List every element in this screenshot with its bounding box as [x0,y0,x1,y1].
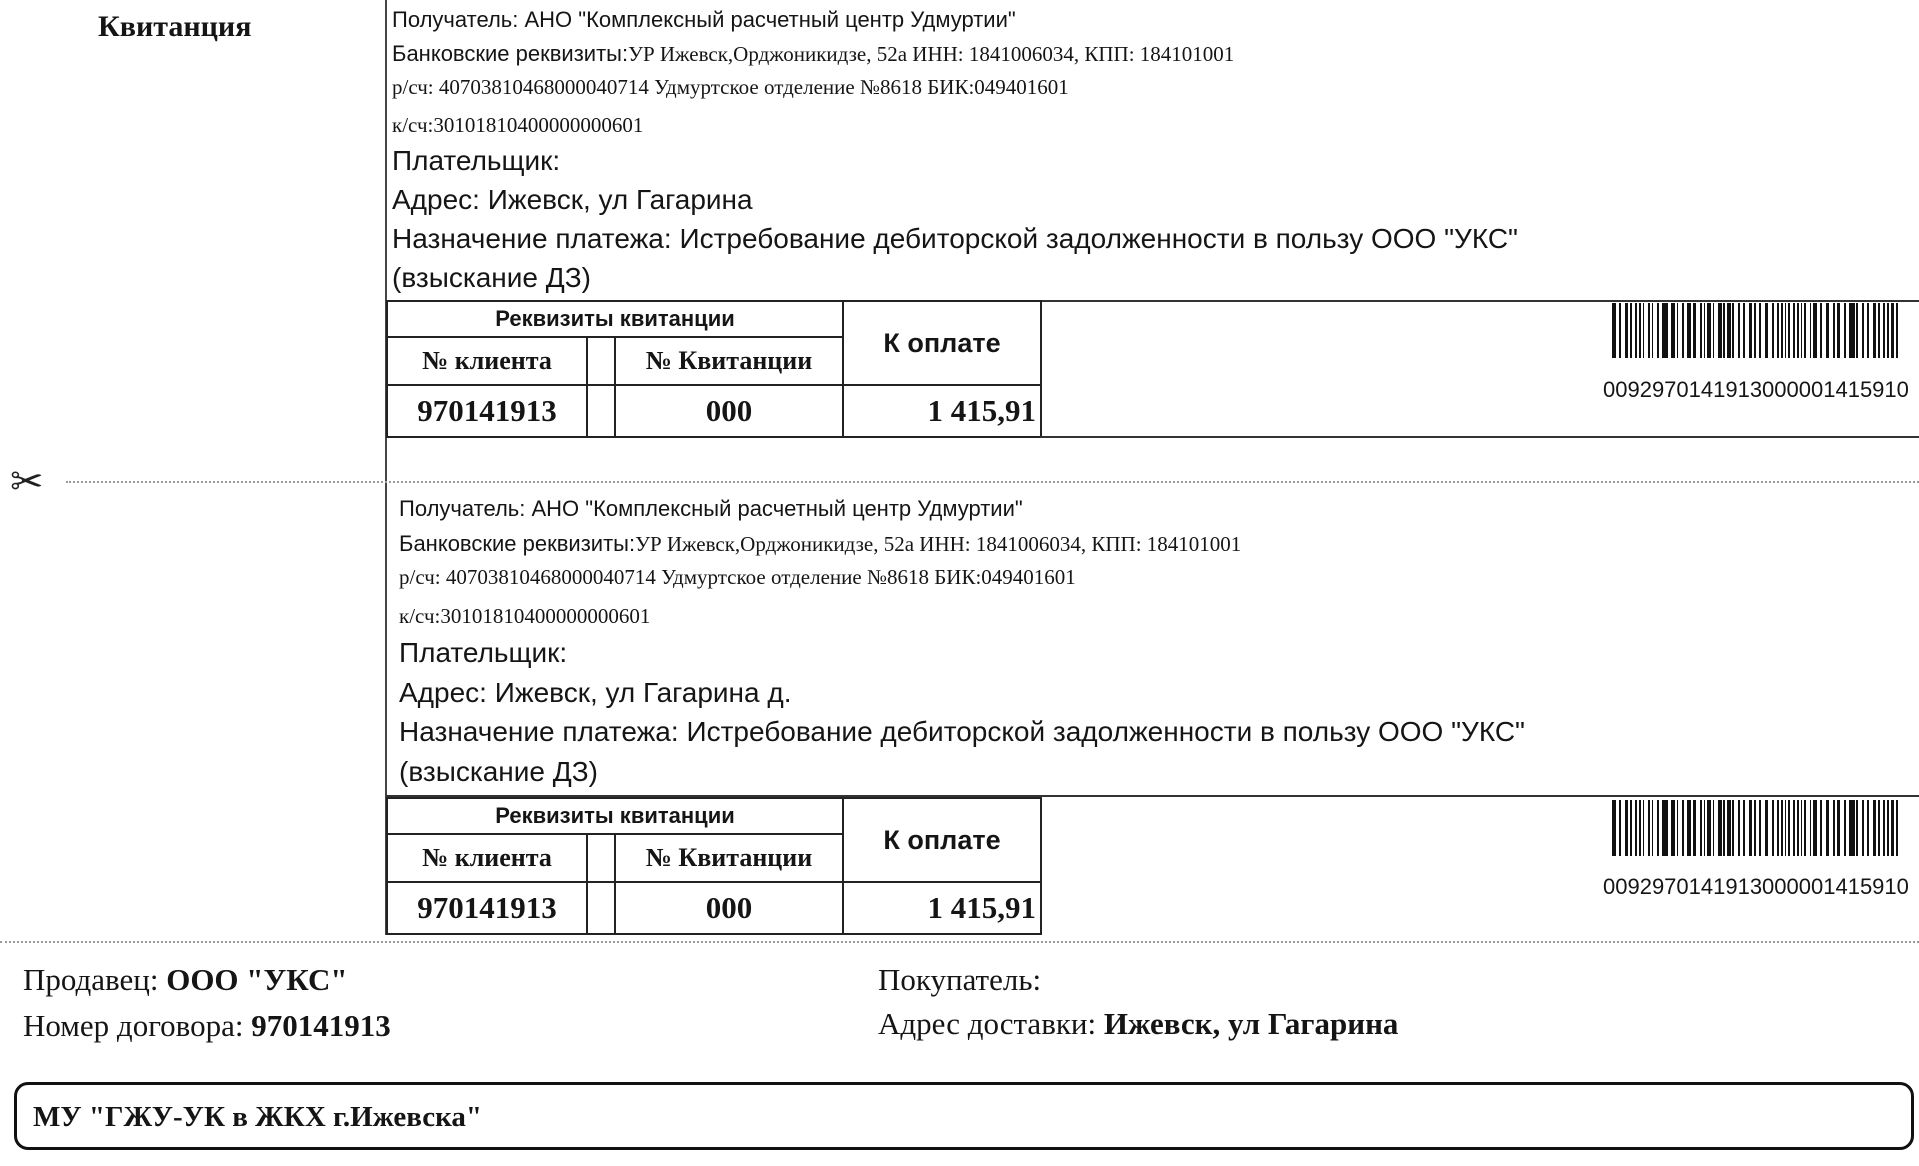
barcode-number: 0092970141913000001415910 [1603,874,1909,899]
client-number-header: № клиента [387,834,587,882]
scissors-icon: ✂ [10,460,44,504]
table-bottom-rule [1040,436,1919,438]
receipt-table [386,797,1042,935]
bank-details-label: Банковские реквизиты: [392,41,629,66]
bank-details-line [399,531,1241,557]
receipt-title: Квитанция [98,10,252,43]
spacer-cell [587,337,615,385]
account-line: р/сч: 40703810468000040714 Удмуртское отделение №8618 БИК:049401601 [399,565,1076,589]
table-header: Реквизиты квитанции [387,301,843,337]
delivery-label: Адрес доставки: [878,1006,1097,1041]
client-number-value: 970141913 [387,385,587,437]
to-pay-header: К оплате [843,301,1041,385]
bank-details-value: УР Ижевск,Орджоникидзе, 52а ИНН: 1841006034, КПП: 184101001 [635,532,1242,556]
cut-line [66,481,1919,483]
barcode-number: 0092970141913000001415910 [1603,377,1909,402]
purpose-line-2: (взыскание ДЗ) [392,262,591,293]
barcode-bar [1898,800,1902,856]
bank-details-value: УР Ижевск,Орджоникидзе, 52а ИНН: 1841006034, КПП: 184101001 [628,42,1235,66]
address-line: Адрес: Ижевск, ул Гагарина д. [399,677,792,708]
organization-name: МУ "ГЖУ-УК в ЖКХ г.Ижевска" [33,1101,483,1133]
receipt-table [386,300,1042,438]
delivery-line [878,1006,1398,1042]
account-line: р/сч: 40703810468000040714 Удмуртское отделение №8618 БИК:049401601 [392,75,1069,99]
purpose-line-2: (взыскание ДЗ) [399,756,598,787]
cut-line-bottom [0,941,1919,943]
receipt-number-value: 000 [615,385,843,437]
seller-line [23,962,348,998]
organization-box [14,1082,1914,1150]
contract-label: Номер договора: [23,1008,244,1043]
barcode-bar [1898,303,1902,358]
to-pay-header: К оплате [843,798,1041,882]
barcode [1612,800,1902,856]
buyer-label: Покупатель: [878,962,1042,997]
client-number-value: 970141913 [387,882,587,934]
spacer-cell [587,834,615,882]
receipt-number-header: № Квитанции [615,337,843,385]
payer-line: Плательщик: [392,145,561,176]
recipient-line: Получатель: АНО "Комплексный расчетный центр Удмуртии" [392,7,1016,32]
recipient-line: Получатель: АНО "Комплексный расчетный центр Удмуртии" [399,496,1023,521]
bank-details-label: Банковские реквизиты: [399,531,636,556]
client-number-header: № клиента [387,337,587,385]
spacer-cell [587,882,615,934]
barcode [1612,303,1902,358]
bank-details-line [392,41,1234,67]
address-line: Адрес: Ижевск, ул Гагарина [392,184,753,215]
corr-account-line: к/сч:30101810400000000601 [392,113,644,137]
seller-label: Продавец: [23,962,159,997]
seller-value: ООО "УКС" [166,962,348,997]
purpose-line: Назначение платежа: Истребование дебиторской задолженности в пользу ООО "УКС" [399,716,1525,747]
payer-line: Плательщик: [399,637,568,668]
receipt-number-value: 000 [615,882,843,934]
spacer-cell [587,385,615,437]
table-header: Реквизиты квитанции [387,798,843,834]
receipt-number-header: № Квитанции [615,834,843,882]
purpose-line: Назначение платежа: Истребование дебиторской задолженности в пользу ООО "УКС" [392,223,1518,254]
amount-value: 1 415,91 [843,385,1041,437]
corr-account-line: к/сч:30101810400000000601 [399,604,651,628]
delivery-value: Ижевск, ул Гагарина [1103,1006,1399,1041]
contract-line [23,1008,391,1044]
amount-value: 1 415,91 [843,882,1041,934]
contract-value: 970141913 [251,1008,391,1043]
buyer-line [878,962,1041,998]
